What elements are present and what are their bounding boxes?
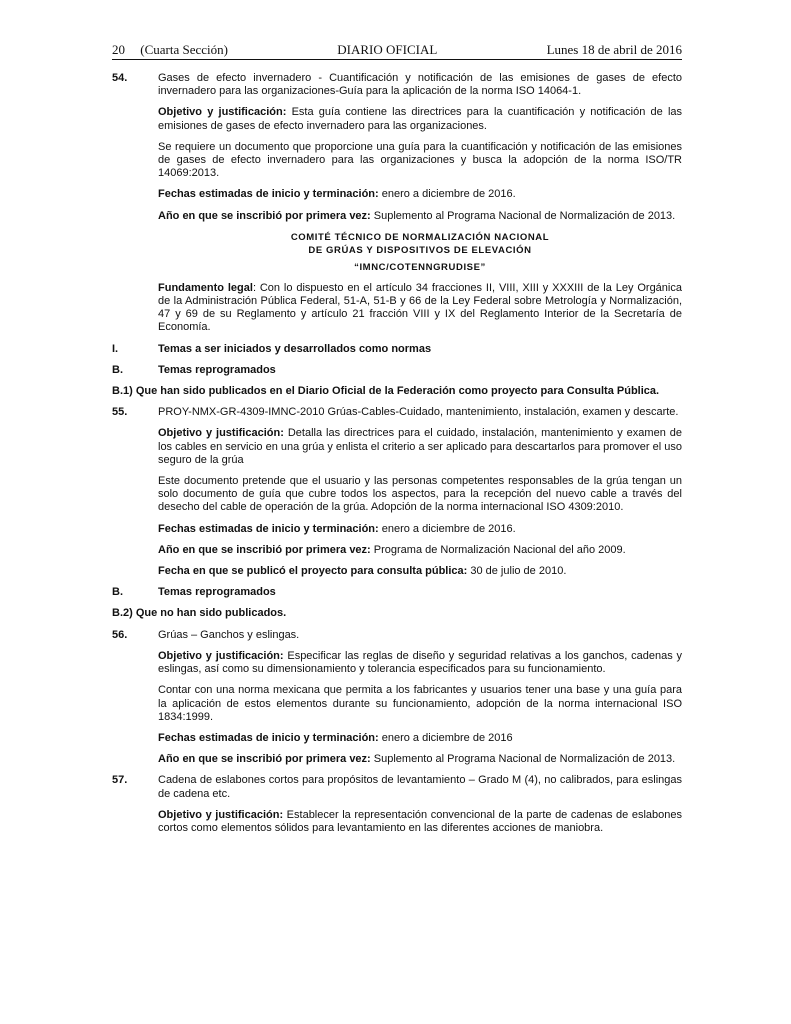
legal-basis-text: : Con lo dispuesto en el artículo 34 fracciones II, VIII, XIII y XXXIII de la Ley Orgánica de la Administración Pública Federal, 51-A, 51-B y 66 de la Ley Federal sobre Metrología y Normalización, 47 y 69 de su Reglamento y artículo 21 fracción VIII y IX del Reglamento Interior de la Secretaría de Economía. [158, 281, 682, 334]
year-paragraph [158, 753, 682, 766]
item-number: 56. [112, 628, 128, 641]
committee-title-line2: DE GRÚAS Y DISPOSITIVOS DE ELEVACIÓN [308, 244, 532, 256]
committee-code: “IMNC/COTENNGRUDISE” [354, 261, 486, 273]
section-number: I. [112, 342, 119, 355]
year-paragraph [158, 544, 682, 557]
objective-paragraph [158, 427, 682, 467]
objective-label: Objetivo y justificación: [158, 106, 287, 119]
subsection-title: B.2) Que no han sido publicados. [112, 607, 287, 620]
dates-paragraph [158, 732, 682, 745]
year-text: Suplemento al Programa Nacional de Normalización de 2013. [370, 209, 676, 222]
list-item-56 [112, 629, 682, 642]
section-number: B. [112, 586, 123, 599]
objective-paragraph [158, 809, 682, 835]
item-number: 57. [112, 774, 128, 787]
publication-title: DIARIO OFICIAL [337, 42, 438, 57]
item-title: Grúas – Ganchos y eslingas. [158, 628, 300, 641]
document-body [112, 72, 682, 835]
publication-date: Lunes 18 de abril de 2016 [546, 42, 682, 57]
publication-paragraph [158, 565, 682, 578]
objective-paragraph [158, 650, 682, 676]
objective-text: Esta guía contiene las directrices para la cuantificación y notificación de las emisiones de gases de efecto invernadero para las organizaciones. [158, 106, 682, 132]
objective-label: Objetivo y justificación: [158, 808, 284, 821]
list-item-57 [112, 774, 682, 800]
publication-text: 30 de julio de 2010. [467, 565, 567, 578]
section-heading-I [112, 343, 682, 356]
objective-label: Objetivo y justificación: [158, 649, 284, 662]
body-paragraph: Este documento pretende que el usuario y las personas competentes responsables de la grúa tengan un solo documento de guía que cubre todos los aspectos, para la recepción del nuevo cable a través del desecho del cable de operación de la grúa. Adopción de la norma internacional ISO 4309:2010. [158, 475, 682, 514]
committee-title-line1: COMITÉ TÉCNICO DE NORMALIZACIÓN NACIONAL [290, 231, 550, 243]
subsection-title: B.1) Que han sido publicados en el Diario Oficial de la Federación como proyecto para Consulta Pública. [112, 385, 660, 398]
item-title: Cadena de eslabones cortos para propósitos de levantamiento – Grado M (4), no calibrados, para eslingas de cadena etc. [158, 774, 682, 800]
dates-label: Fechas estimadas de inicio y terminación: [158, 731, 379, 744]
year-label: Año en que se inscribió por primera vez: [158, 543, 371, 556]
section-title: Temas reprogramados [158, 363, 276, 376]
dates-text: enero a diciembre de 2016. [378, 188, 516, 201]
dates-text: enero a diciembre de 2016 [378, 731, 513, 744]
list-item-55 [112, 406, 682, 419]
subsection-heading-B1 [112, 385, 682, 398]
section-number: B. [112, 363, 123, 376]
page-header [112, 42, 682, 60]
body-paragraph: Contar con una norma mexicana que permita a los fabricantes y usuarios tener una base y una guía para la aplicación de estos elementos durante su funcionamiento, adopción de la norma internacional ISO 1834:1999. [158, 684, 682, 723]
dates-text: enero a diciembre de 2016. [378, 522, 516, 535]
section-label: (Cuarta Sección) [140, 42, 228, 57]
section-heading-B [112, 586, 682, 599]
section-heading-B [112, 364, 682, 377]
dates-paragraph [158, 523, 682, 536]
section-title: Temas reprogramados [158, 586, 276, 599]
dates-label: Fechas estimadas de inicio y terminación: [158, 188, 379, 201]
objective-paragraph [158, 106, 682, 132]
document-page [112, 42, 682, 843]
section-title: Temas a ser iniciados y desarrollados como normas [158, 342, 432, 355]
publication-label: Fecha en que se publicó el proyecto para consulta pública: [158, 565, 468, 578]
list-item-54 [112, 72, 682, 98]
item-number: 55. [112, 406, 128, 419]
page-number: 20 [112, 42, 125, 57]
legal-basis-paragraph [158, 282, 682, 335]
legal-basis-label: Fundamento legal [158, 281, 253, 294]
year-text: Programa de Normalización Nacional del año 2009. [370, 543, 626, 556]
objective-text: Establecer la representación convencional de la parte de cadenas de eslabones cortos como elementos sólidos para levantamiento en las diferentes acciones de maniobra. [158, 808, 682, 834]
dates-label: Fechas estimadas de inicio y terminación: [158, 522, 379, 535]
dates-paragraph [158, 188, 682, 201]
subsection-heading-B2 [112, 607, 682, 620]
objective-text: Especificar las reglas de diseño y seguridad relativas a los ganchos, cadenas y eslingas, así como su dimensionamiento y tolerancia especificados para su funcionamiento. [158, 649, 683, 676]
body-paragraph: Se requiere un documento que proporcione una guía para la cuantificación y notificación de las emisiones de gases de efecto invernadero para las organizaciones y busca la adopción de la norma ISO/TR 14069:2013. [158, 140, 682, 180]
objective-label: Objetivo y justificación: [158, 427, 284, 440]
item-number: 54. [112, 72, 128, 84]
year-paragraph [158, 210, 682, 223]
year-text: Suplemento al Programa Nacional de Normalización de 2013. [370, 753, 676, 766]
year-label: Año en que se inscribió por primera vez: [158, 209, 371, 222]
item-title: PROY-NMX-GR-4309-IMNC-2010 Grúas-Cables-Cuidado, mantenimiento, instalación, examen y descarte. [158, 406, 679, 419]
item-title: Gases de efecto invernadero - Cuantificación y notificación de las emisiones de gases de efecto invernadero para las organizaciones-Guía para la aplicación de la norma ISO 14064-1. [158, 72, 682, 98]
year-label: Año en que se inscribió por primera vez: [158, 753, 371, 766]
objective-text: Detalla las directrices para el cuidado, instalación, mantenimiento y examen de los cables en servicio en una grúa y enlista el criterio a ser aplicado para descartarlos para promover el uso seguro de la grúa [158, 427, 682, 466]
header-left [112, 42, 228, 57]
